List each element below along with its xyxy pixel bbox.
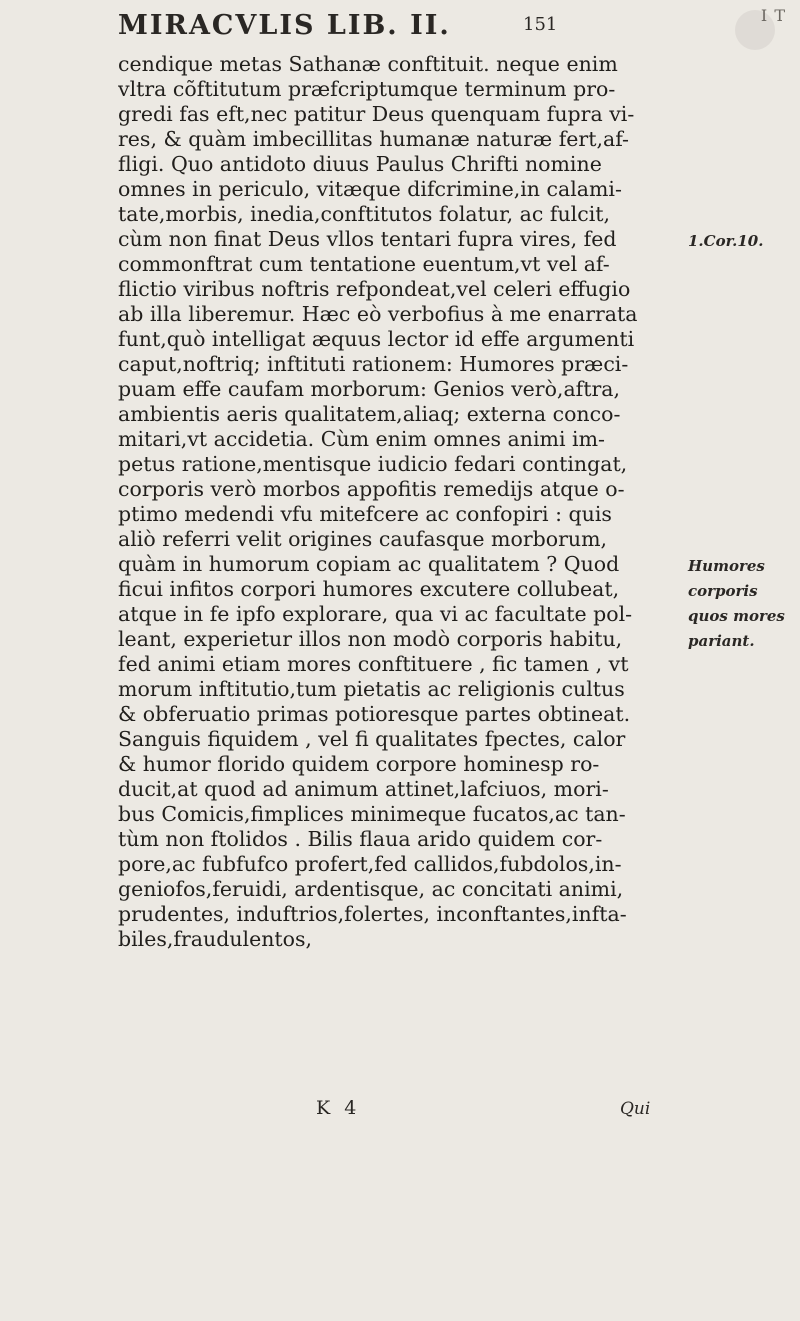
signature-mark: K 4 <box>316 1097 361 1119</box>
running-head: MIRACVLIS LIB. II. <box>118 10 451 41</box>
text-line: funt,quò intelligat æquus lector id effe argumenti <box>118 327 635 351</box>
text-line: ficui infitos corpori humores excutere collubeat, <box>118 577 620 601</box>
text-line: atque in fe ipfo explorare, qua vi ac facultate pol- <box>118 602 633 626</box>
text-line: omnes in periculo, vitæque difcrimine,in calami- <box>118 177 622 201</box>
text-line: bus Comicis,fimplices minimeque fucatos,ac tan- <box>118 802 626 826</box>
text-line: ptimo medendi vfu mitefcere ac confopiri : quis <box>118 502 612 526</box>
text-line: tate,morbis, inedia,conftitutos folatur, ac fulcit, <box>118 202 611 226</box>
margin-note: 1.Cor.10. <box>688 232 764 250</box>
text-line: Sanguis fiquidem , vel fi qualitates fpectes, calor <box>118 727 626 751</box>
text-line: gredi fas eft,nec patitur Deus quenquam fupra vi- <box>118 102 635 126</box>
text-line: commonftrat cum tentatione euentum,vt vel af- <box>118 252 610 276</box>
text-line: morum inftitutio,tum pietatis ac religionis cultus <box>118 677 625 701</box>
text-line: vltra cõftitutum præfcriptumque terminum pro- <box>118 77 616 101</box>
margin-note: Humores <box>688 557 765 575</box>
text-line: cùm non finat Deus vllos tentari fupra vires, fed <box>118 227 617 251</box>
text-line: quàm in humorum copiam ac qualitatem ? Quod <box>118 552 620 576</box>
text-line: caput,noftriq; inftituti rationem: Humores præci- <box>118 352 629 376</box>
text-line: fligi. Quo antidoto diuus Paulus Chrifti nomine <box>118 152 602 176</box>
text-line: res, & quàm imbecillitas humanæ naturæ fert,af- <box>118 127 629 151</box>
text-line: puam effe caufam morborum: Genios verò,aftra, <box>118 377 621 401</box>
text-line: geniofos,feruidi, ardentisque, ac concitati animi, <box>118 877 624 901</box>
margin-note: corporis <box>688 582 758 600</box>
margin-note: pariant. <box>688 632 755 650</box>
page-number: 151 <box>523 14 558 35</box>
text-line: pore,ac fubfufco profert,fed callidos,fubdolos,in- <box>118 852 622 876</box>
text-line: corporis verò morbos appofitis remedijs atque o- <box>118 477 625 501</box>
text-line: cendique metas Sathanæ conftituit. neque enim <box>118 52 618 76</box>
text-line: & obferuatio primas potioresque partes obtineat. <box>118 702 631 726</box>
body-text <box>118 52 678 952</box>
text-line: fed animi etiam mores conftituere , fic tamen , vt <box>118 652 629 676</box>
catchword: Qui <box>620 1099 651 1119</box>
text-line: tùm non ftolidos . Bilis flaua arido quidem cor- <box>118 827 603 851</box>
text-line: & humor florido quidem corpore hominesp ro- <box>118 752 600 776</box>
text-line: ab illa liberemur. Hæc eò verbofius à me enarrata <box>118 302 638 326</box>
corner-mark: I T <box>760 6 786 25</box>
text-line: biles,fraudulentos, <box>118 927 313 951</box>
page-footer <box>118 1097 678 1127</box>
margin-note: quos mores <box>688 607 785 625</box>
text-line: ducit,at quod ad animum attinet,lafciuos, mori- <box>118 777 609 801</box>
text-line: aliò referri velit origines caufasque morborum, <box>118 527 608 551</box>
text-line: ambientis aeris qualitatem,aliaq; externa conco- <box>118 402 621 426</box>
text-line: prudentes, induftrios,folertes, inconftantes,infta- <box>118 902 627 926</box>
text-line: mitari,vt accidetia. Cùm enim omnes animi im- <box>118 427 605 451</box>
text-line: leant, experietur illos non modò corporis habitu, <box>118 627 623 651</box>
text-line: petus ratione,mentisque iudicio fedari contingat, <box>118 452 628 476</box>
page-header <box>118 10 738 48</box>
text-line: flictio viribus noftris refpondeat,vel celeri effugio <box>118 277 631 301</box>
